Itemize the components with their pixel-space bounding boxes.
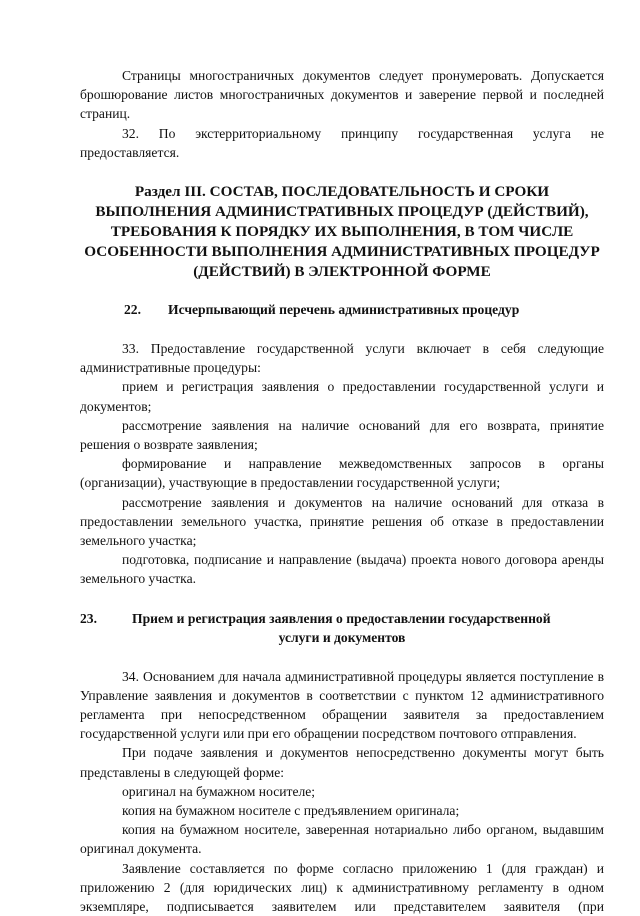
subsection-23-title-line-1 bbox=[80, 609, 604, 628]
list-item-procedure-5: подготовка, подписание и направление (выдача) проекта нового договора аренды земельного участка. bbox=[80, 552, 604, 587]
paragraph-34-lead: 34. Основанием для начала административной процедуры является поступление в Управление заявления и документов в соответствии с пунктом 12 административного регламента при непосредственном обращении заявителя за предоставлением государственной услуги или при его обращении посредством почтового отправления. bbox=[80, 668, 604, 742]
subsection-23-title: Прием и регистрация заявления о предоставлении государственной bbox=[132, 610, 551, 626]
subsection-22-title: Исчерпывающий перечень административных процедур bbox=[168, 302, 520, 318]
list-item-form-3: копия на бумажном носителе, заверенная нотариально либо органом, выдавшим оригинал документа. bbox=[80, 822, 604, 857]
list-item-procedure-1: прием и регистрация заявления о предоставлении государственной услуги и документов; bbox=[80, 379, 604, 414]
section-3-title: Раздел III. СОСТАВ, ПОСЛЕДОВАТЕЛЬНОСТЬ И СРОКИ ВЫПОЛНЕНИЯ АДМИНИСТРАТИВНЫХ ПРОЦЕДУР (ДЕЙСТВИЙ), ТРЕБОВАНИЯ К ПОРЯДКУ ИХ ВЫПОЛНЕНИЯ, В ТОМ ЧИСЛЕ ОСОБЕННОСТИ ВЫПОЛНЕНИЯ АДМИНИСТРАТИВНЫХ ПРОЦЕДУР (ДЕЙСТВИЙ) В ЭЛЕКТРОННОЙ ФОРМЕ bbox=[84, 183, 600, 281]
list-item-procedure-2: рассмотрение заявления на наличие оснований для его возврата, принятие решения о возврате заявления; bbox=[80, 417, 604, 453]
paragraph-forms-lead: При подаче заявления и документов непосредственно документы могут быть представлены в следующей форме: bbox=[80, 745, 604, 780]
subsection-23-heading bbox=[80, 609, 604, 647]
paragraph-application-form: Заявление составляется по форме согласно приложению 1 (для граждан) и приложению 2 (для юридических лиц) к административному регламенту в одном экземпляре, подписывается заявителем или представителем заявителя (при bbox=[80, 860, 604, 915]
paragraph-33-lead: 33. Предоставление государственной услуги включает в себя следующие административные процедуры: bbox=[80, 341, 604, 376]
list-item-procedure-3: формирование и направление межведомственных запросов в органы (организации), участвующие в предоставлении государственной услуги; bbox=[80, 456, 604, 491]
paragraph-pages-numbering: Страницы многостраничных документов следует пронумеровать. Допускается брошюрование листов многостраничных документов и заверение первой и последней страниц. bbox=[80, 68, 604, 122]
subsection-23-number: 23. bbox=[80, 610, 97, 626]
subsection-22-number: 22. bbox=[124, 302, 141, 318]
subsection-22-heading bbox=[80, 300, 604, 319]
list-item-procedure-4: рассмотрение заявления и документов на наличие оснований для отказа в предоставлении земельного участка, принятие решения об отказе в предоставлении земельного участка; bbox=[80, 494, 604, 549]
subsection-23-title-line-2: услуги и документов bbox=[278, 629, 406, 645]
paragraph-32: 32. По экстерриториальному принципу государственная услуга не предоставляется. bbox=[80, 125, 604, 160]
list-item-form-1: оригинал на бумажном носителе; bbox=[122, 783, 316, 799]
list-item-form-2: копия на бумажном носителе с предъявлением оригинала; bbox=[122, 803, 460, 819]
